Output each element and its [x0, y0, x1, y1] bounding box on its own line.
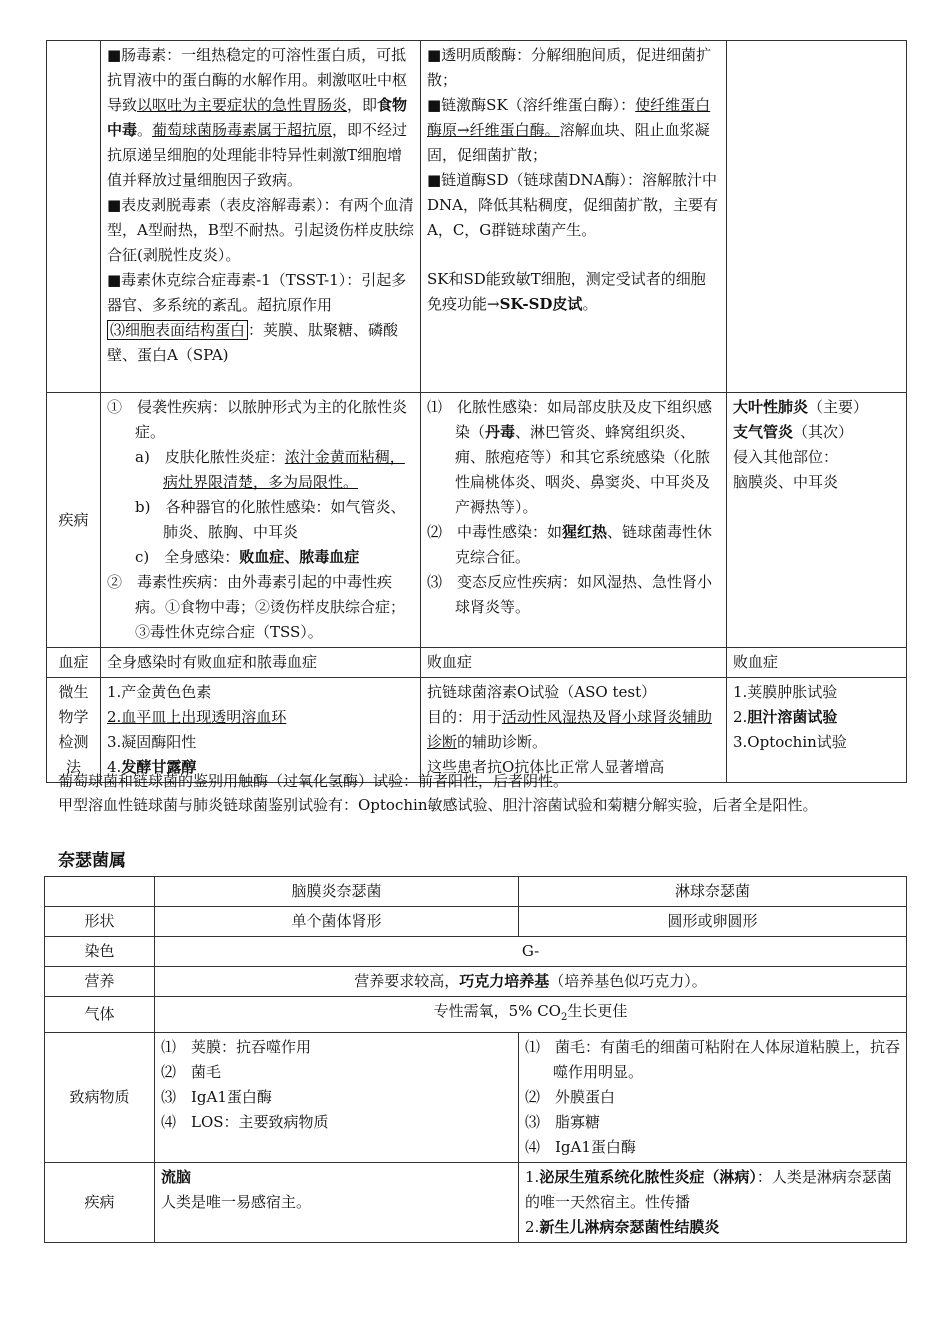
bacteria-comparison-table [46, 40, 907, 783]
detection-line: 3.Optochin试验 [733, 733, 847, 751]
suppurative-infection-item: ⑴ 化脓性感染：如局部皮肤及皮下组织感染（丹毒、淋巴管炎、蜂窝组织炎、痈、脓疱疮等）和其它系统感染（化脓性扁桃体炎、咽炎、鼻窦炎、中耳炎及产褥热等）。 [427, 398, 713, 516]
list-item: ⑷ IgA1蛋白酶 [525, 1138, 636, 1156]
exfoliative-toxin-paragraph: ■表皮剥脱毒素（表皮溶解毒素）：有两个血清型，A型耐热，B型不耐热。引起烫伤样皮肤综合征(剥脱性皮炎）。 [107, 196, 414, 264]
neisseria-table [44, 876, 907, 1243]
row-label-disease: 疾病 [47, 393, 101, 648]
disease-gonorrhoeae [519, 1163, 907, 1243]
aso-test-line: 抗链球菌溶素O试验（ASO test） [427, 683, 657, 701]
surface-protein-paragraph: ⑶细胞表面结构蛋白 ：荚膜、肽聚糖、磷酸壁、蛋白A（SPA) [107, 321, 399, 364]
list-item: ⑶ 脂寡糖 [525, 1113, 601, 1131]
table-row-disease [47, 393, 907, 648]
staph-detection-cell [101, 678, 421, 783]
list-item: ⑴ 菌毛：有菌毛的细菌可粘附在人体尿道粘膜上，抗吞噬作用明显。 [525, 1038, 901, 1081]
shape-meningitidis: 单个菌体肾形 [155, 907, 519, 937]
list-item: ⑵ 菌毛 [161, 1063, 222, 1081]
row-label-stain: 染色 [45, 937, 155, 967]
invasive-disease-item: ① 侵袭性疾病：以脓肿形式为主的化脓性炎症。 [107, 398, 408, 441]
strep-detection-cell [421, 678, 727, 783]
row-label-bloodstream: 血症 [47, 648, 101, 678]
table-row-stain [45, 937, 907, 967]
row-label-nutrition: 营养 [45, 967, 155, 997]
aso-antibody-line: 这些患者抗O抗体比正常人显著增高 [427, 758, 665, 776]
stain-value: G- [155, 937, 907, 967]
pneumo-blood-cell: 败血症 [727, 648, 907, 678]
list-item: ⑶ IgA1蛋白酶 [161, 1088, 272, 1106]
row-label-gas: 气体 [45, 997, 155, 1033]
streptokinase-paragraph: ■链激酶SK（溶纤维蛋白酶）：使纤维蛋白酶原→纤维蛋白酶。溶解血块、阻止血浆凝固，促细菌扩散； [427, 96, 711, 164]
staph-disease-cell [101, 393, 421, 648]
systemic-infection-item: c) 全身感染：败血症、脓毒血症 [135, 548, 360, 566]
lobar-pneumonia-line: 大叶性肺炎（主要） [733, 398, 869, 416]
row-label-shape: 形状 [45, 907, 155, 937]
pneumo-empty-cell [727, 41, 907, 393]
detection-line: 2.血平皿上出现透明溶血环 [107, 708, 287, 726]
tsst-paragraph: ■毒素休克综合症毒素-1（TSST-1）：引起多器官、多系统的紊乱。超抗原作用 [107, 271, 407, 314]
list-item: ⑵ 外膜蛋白 [525, 1088, 616, 1106]
detection-line: 3.凝固酶阳性 [107, 733, 197, 751]
aso-purpose-line: 目的：用于活动性风湿热及肾小球肾炎辅助诊断的辅助诊断。 [427, 708, 713, 751]
pathogen-meningitidis [155, 1033, 519, 1163]
shape-gonorrhoeae: 圆形或卵圆形 [519, 907, 907, 937]
table-row-toxins [47, 41, 907, 393]
enterotoxin-paragraph: ■肠毒素：一组热稳定的可溶性蛋白质，可抵抗胃液中的蛋白酶的水解作用。刺激呕吐中枢导致以呕吐为主要症状的急性胃肠炎，即食物中毒。葡萄球菌肠毒素属于超抗原，即不经过抗原递呈细胞的处理能非特异性刺激T细胞增值并释放过量细胞因子致病。 [107, 46, 408, 189]
table-row-bloodstream [47, 648, 907, 678]
pneumo-detection-cell [727, 678, 907, 783]
detection-line: 2.胆汁溶菌试验 [733, 708, 838, 726]
pneumo-disease-cell [727, 393, 907, 648]
meningitis-host: 人类是唯一易感宿主。 [161, 1193, 312, 1211]
section-title: 奈瑟菌属 [58, 851, 126, 871]
strep-enzymes-cell [421, 41, 727, 393]
sk-sd-paragraph: SK和SD能致敏T细胞，测定受试者的细胞免疫功能→SK-SD皮试。 [427, 270, 706, 313]
detection-line: 1.产金黄色色素 [107, 683, 212, 701]
list-item: ⑷ LOS：主要致病物质 [161, 1113, 329, 1131]
table-row-neisseria-disease [45, 1163, 907, 1243]
detection-line: 1.荚膜肿胀试验 [733, 683, 838, 701]
bronchitis-line: 支气管炎（其次） [733, 423, 854, 441]
header-empty [45, 877, 155, 907]
strep-blood-cell: 败血症 [421, 648, 727, 678]
toxin-disease-item: ② 毒素性疾病：由外毒素引起的中毒性疾病。①食物中毒；②烫伤样皮肤综合症；③毒性休克综合症（TSS）。 [107, 573, 406, 641]
allergic-disease-item: ⑶ 变态反应性疾病：如风湿热、急性肾小球肾炎等。 [427, 573, 713, 616]
header-gonorrhoeae: 淋球奈瑟菌 [519, 877, 907, 907]
table-header-row [45, 877, 907, 907]
row-label-pathogenic: 致病物质 [45, 1033, 155, 1163]
header-meningitidis: 脑膜炎奈瑟菌 [155, 877, 519, 907]
hyaluronidase-paragraph: ■透明质酸酶：分解细胞间质，促进细菌扩散； [427, 46, 712, 89]
toxic-infection-item: ⑵ 中毒性感染：如猩红热、链球菌毒性休克综合征。 [427, 523, 713, 566]
detection-line: 4.发酵甘露醇 [107, 758, 197, 776]
staph-toxins-cell [101, 41, 421, 393]
row-label-neisseria-disease: 疾病 [45, 1163, 155, 1243]
catalase-note: 葡萄球菌和链球菌的鉴别用触酶（过氧化氢酶）试验：前者阳性，后者阴性。 [58, 772, 569, 790]
row-label-empty [47, 41, 101, 393]
optochin-note: 甲型溶血性链球菌与肺炎链球菌鉴别试验有：Optochin敏感试验、胆汁溶菌试验和菊糖分解实验，后者全是阳性。 [58, 796, 818, 814]
neonatal-conjunctivitis-line: 2.新生儿淋病奈瑟菌性结膜炎 [525, 1218, 720, 1236]
staph-blood-cell: 全身感染时有败血症和脓毒血症 [101, 648, 421, 678]
meningitis-line: 脑膜炎、中耳炎 [733, 473, 839, 491]
streptodornase-paragraph: ■链道酶SD（链球菌DNA酶）：溶解脓汁中DNA，降低其粘稠度，促细菌扩散，主要有A，C，G群链球菌产生。 [427, 171, 718, 239]
organ-infection-item: b) 各种器官的化脓性感染：如气管炎、肺炎、脓胸、中耳炎 [135, 498, 406, 541]
table-row-gas [45, 997, 907, 1033]
gas-value: 专性需氧，5% $CO_2$生长更佳 [155, 997, 907, 1033]
row-label-detection: 微生物学检测法 [47, 678, 101, 783]
pathogen-gonorrhoeae [519, 1033, 907, 1163]
other-sites-line: 侵入其他部位： [733, 448, 839, 466]
nutrition-value: 营养要求较高，巧克力培养基（培养基色似巧克力）。 [155, 967, 907, 997]
list-item: ⑴ 荚膜：抗吞噬作用 [161, 1038, 312, 1056]
strep-disease-cell [421, 393, 727, 648]
table-row-pathogenic-factors [45, 1033, 907, 1163]
table-row-detection [47, 678, 907, 783]
disease-meningitidis [155, 1163, 519, 1243]
table-row-shape [45, 907, 907, 937]
meningitis-title: 流脑 [161, 1168, 192, 1186]
skin-suppurative-item: a) 皮肤化脓性炎症：浓汁金黄而粘稠，病灶界限清楚，多为局限性。 [135, 448, 405, 491]
table-row-nutrition [45, 967, 907, 997]
gonorrhea-line: 1.泌尿生殖系统化脓性炎症（淋病）：人类是淋病奈瑟菌的唯一天然宿主。性传播 [525, 1168, 892, 1211]
